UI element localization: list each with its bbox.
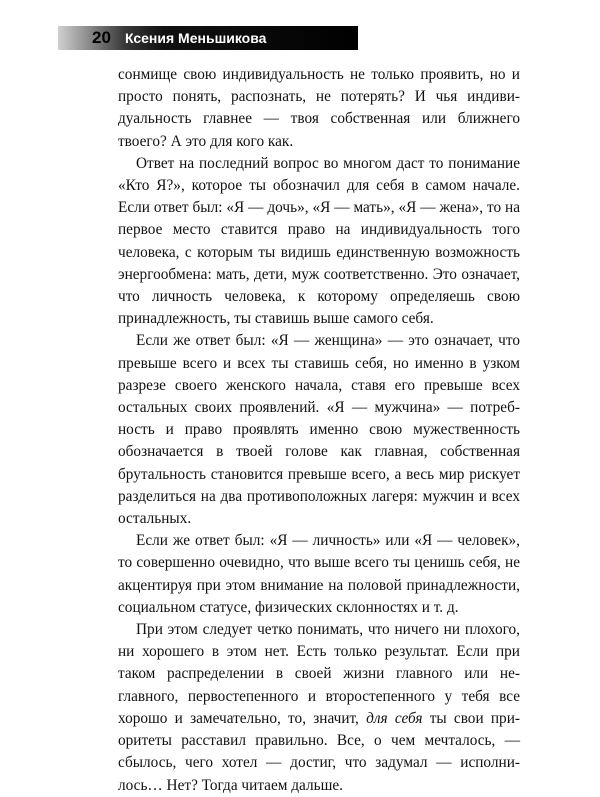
paragraph: сонмище свою индивидуальность не только проявить, но и просто понять, распознать, не потерять? И чья индивидуальность главнее — твоя собственная или ближнего твоего? А это для кого как. [118, 66, 520, 150]
running-header-author: Ксения Меньшикова [125, 30, 267, 46]
paragraph: Если же ответ был: «Я — личность» или «Я — человек», то совершенно очевидно, что выше всего ты ценишь себя, не акцентируя при этом внимание на половой принадлежности, социальном статусе, физических склонностях и т. д. [118, 532, 520, 616]
page-number: 20 [92, 28, 111, 47]
paragraph: При этом следует четко понимать, что ничего ни плохого, ни хорошего в этом нет. Есть только результат. Если при таком распределении в своей жизни главного или неглавного, первостепенного и второстепенного у тебя все хорошо и замечательно, то, значит, для себя ты свои приоритеты расставил правильно. Все, о чем мечталось, — сбылось, чего хотел — достиг, что задумал — исполнилось… Нет? Тогда читаем дальше. [118, 621, 521, 794]
paragraph: Ответ на последний вопрос во многом даст то понимание «Кто Я?», которое ты обозначил для себя в самом начале. Если ответ был: «Я — дочь», «Я — мать», «Я — жена», то на первое место ставится право на индивидуальность того человека, с которым ты видишь единственную возможность энергообмена: мать, дети, муж соответственно. Это означает, что личность человека, к которому определяешь свою принадлежность, ты ставишь выше самого себя. [118, 154, 520, 328]
body-text [118, 64, 520, 797]
paragraph: Если же ответ был: «Я — женщина» — это означает, что превыше всего и всех ты ставишь себя, но именно в узком разрезе своего женского начала, ставя его превыше всех остальных своих проявлений. «Я — мужчина» — потребность и право проявлять именно свою мужественность обозначается в твоей голове как главная, собственная брутальность становится превыше всего, а весь мир рискует разделиться на два противоположных лагеря: мужчин и всех остальных. [118, 332, 520, 528]
